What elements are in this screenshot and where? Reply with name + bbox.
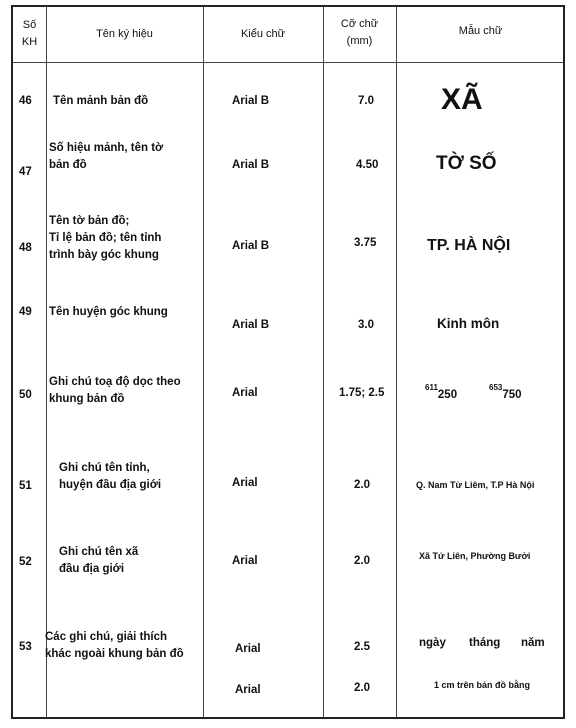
symbol-table	[11, 5, 565, 719]
font-size: 1.75; 2.5	[339, 387, 385, 399]
font-style: Arial B	[232, 95, 270, 107]
font-style: Arial B	[232, 319, 270, 331]
font-style: Arial	[235, 643, 261, 655]
date-sample-month: tháng	[469, 637, 501, 649]
column-divider	[396, 7, 397, 717]
sample-text: Q. Nam Từ Liêm, T.P Hà Nội	[416, 480, 535, 490]
font-size: 2.5	[354, 641, 370, 653]
coordinate-sample: $^{611}$250	[425, 383, 458, 401]
font-size: 2.0	[354, 682, 370, 694]
font-size: 3.0	[358, 319, 374, 331]
sample-text: XÃ	[441, 83, 483, 116]
font-size: 3.75	[354, 237, 377, 249]
row-number: 47	[19, 166, 32, 178]
sample-text: 1 cm trên bản đồ bằng	[434, 680, 531, 690]
font-style: Arial	[235, 684, 261, 696]
sample-text: Kinh môn	[437, 316, 500, 331]
font-style: Arial B	[232, 240, 270, 252]
font-size: 2.0	[354, 479, 370, 491]
header-font: Kiểu chữ	[240, 28, 286, 40]
row-number: 49	[19, 306, 32, 318]
column-divider	[203, 7, 204, 717]
date-sample-year: năm	[521, 637, 545, 649]
sample-text: TP. HÀ NỘI	[427, 237, 511, 254]
row-number: 48	[19, 242, 32, 254]
sample-text: TỜ SỐ	[436, 153, 497, 174]
font-style: Arial B	[232, 159, 270, 171]
symbol-name: Các ghi chú, giải thích khác ngoài khung bản đồ	[45, 631, 184, 660]
font-size: 7.0	[358, 95, 374, 107]
symbol-name: Ghi chú toạ độ dọc theo khung bản đồ	[49, 376, 181, 405]
column-divider	[323, 7, 324, 717]
header-name: Tên ký hiệu	[96, 28, 153, 40]
coordinate-sample: $^{653}$750	[489, 383, 522, 401]
header-size: Cỡ chữ (mm)	[340, 18, 379, 47]
column-divider	[46, 7, 47, 717]
header-no: Số KH	[21, 19, 38, 48]
font-size: 2.0	[354, 555, 370, 567]
symbol-name: Tên huyện góc khung	[49, 306, 168, 318]
header-divider	[13, 62, 563, 63]
font-style: Arial	[232, 477, 258, 489]
row-number: 52	[19, 556, 32, 568]
symbol-name: Tên tờ bản đồ; Tỉ lệ bản đồ; tên tỉnh trình bày góc khung	[49, 215, 162, 261]
symbol-name: Ghi chú tên tỉnh, huyện đầu địa giới	[59, 462, 162, 491]
header-sample: Mẫu chữ	[458, 25, 503, 37]
date-sample-day: ngày	[419, 637, 446, 649]
symbol-name: Ghi chú tên xã đầu địa giới	[59, 546, 139, 575]
row-number: 46	[19, 95, 32, 107]
symbol-name: Tên mảnh bản đồ	[53, 95, 149, 107]
font-style: Arial	[232, 555, 258, 567]
font-style: Arial	[232, 387, 258, 399]
row-number: 50	[19, 389, 32, 401]
symbol-name: Số hiệu mảnh, tên tờ bản đồ	[49, 142, 164, 171]
sample-text: Xã Tứ Liên, Phường Bưởi	[419, 551, 531, 561]
row-number: 53	[19, 641, 32, 653]
row-number: 51	[19, 480, 32, 492]
font-size: 4.50	[356, 159, 379, 171]
